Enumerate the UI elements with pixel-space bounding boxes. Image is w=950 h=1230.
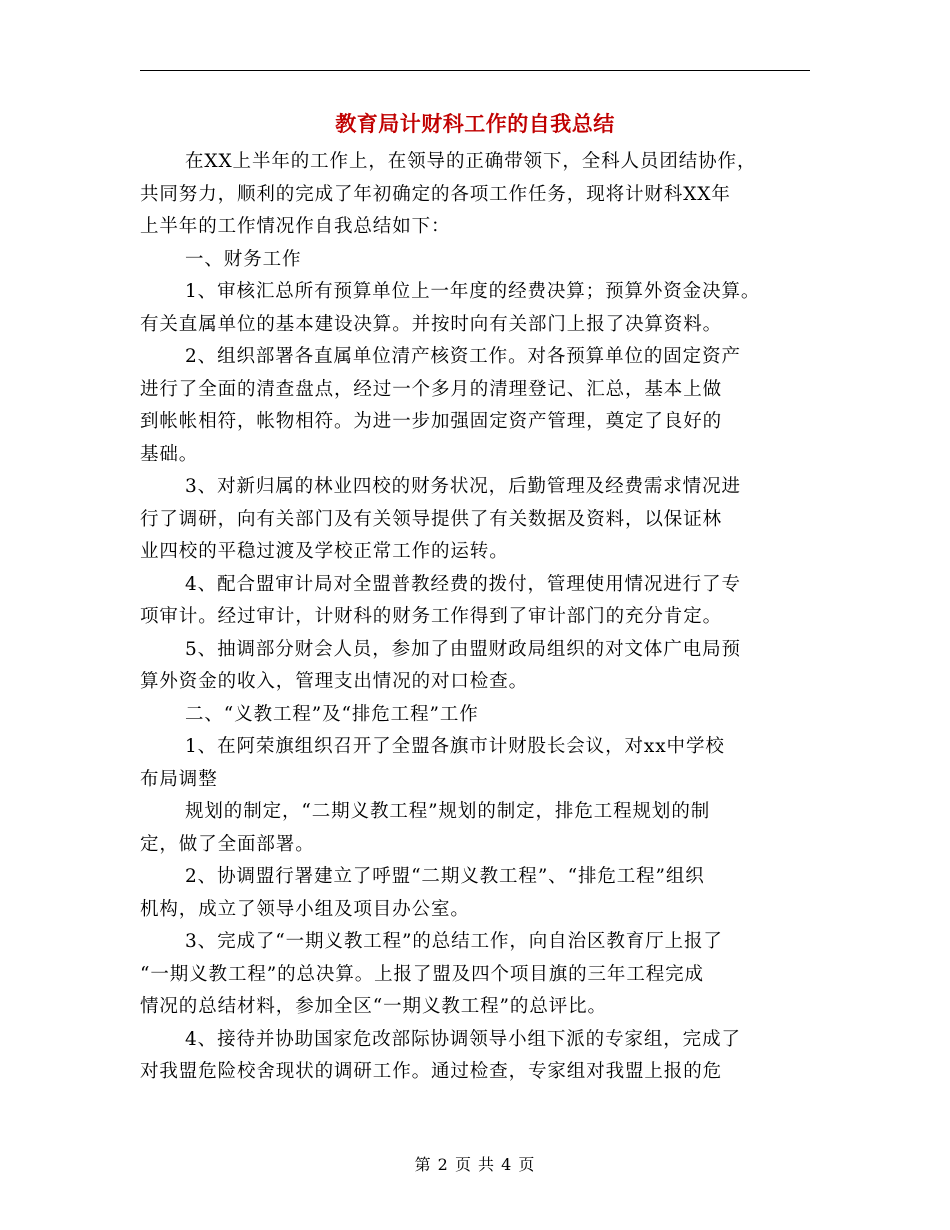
text-line: 机构，成立了领导小组及项目办公室。 <box>140 898 470 920</box>
text-line: 规划的制定，“二期义教工程”规划的制定，排危工程规划的制 <box>185 801 711 822</box>
text-line: 项审计。经过审计，计财科的财务工作得到了审计部门的充分肯定。 <box>140 606 723 627</box>
text-line: 5、抽调部分财会人员，参加了由盟财政局组织的对文体广电局预 <box>185 638 741 660</box>
text-line: 3、完成了“一期义教工程”的总结工作，向自治区教育厅上报了 <box>185 931 723 952</box>
text-line: 共同努力，顺利的完成了年初确定的各项工作任务，现将计财科XX年 <box>140 183 731 205</box>
text-line: 1、在阿荣旗组织召开了全盟各旗市计财股长会议，对xx中学校 <box>185 736 725 757</box>
text-line: 2、协调盟行署建立了呼盟“二期义教工程”、“排危工程”组织 <box>185 866 705 887</box>
text-line: 上半年的工作情况作自我总结如下： <box>140 216 451 237</box>
text-line: 情况的总结材料，参加全区“一期义教工程”的总评比。 <box>140 996 607 1017</box>
text-line: 2、组织部署各直属单位清产核资工作。对各预算单位的固定资产 <box>185 346 741 367</box>
text-line: 布局调整 <box>140 768 218 790</box>
text-line: 对我盟危险校舍现状的调研工作。通过检查，专家组对我盟上报的危 <box>140 1061 723 1082</box>
text-line: 4、接待并协助国家危改部际协调领导小组下派的专家组，完成了 <box>185 1028 741 1050</box>
document-title: 教育局计财科工作的自我总结 <box>335 112 615 136</box>
text-line: 定，做了全面部署。 <box>140 833 315 855</box>
text-line: 到帐帐相符，帐物相符。为进一步加强固定资产管理，奠定了良好的 <box>140 411 723 432</box>
document-body <box>140 146 810 1089</box>
text-line: 4、配合盟审计局对全盟普教经费的拨付，管理使用情况进行了专 <box>185 573 741 595</box>
text-line: “一期义教工程”的总决算。上报了盟及四个项目旗的三年工程完成 <box>140 963 704 985</box>
text-line: 算外资金的收入，管理支出情况的对口检查。 <box>140 671 529 692</box>
text-line: 行了调研，向有关部门及有关领导提供了有关数据及资料，以保证林 <box>140 508 723 530</box>
text-line: 二、“义教工程”及“排危工程”工作 <box>185 703 479 725</box>
text-line: 3、对新归属的林业四校的财务状况，后勤管理及经费需求情况进 <box>185 476 741 497</box>
text-line: 有关直属单位的基本建设决算。并按时向有关部门上报了决算资料。 <box>140 313 723 335</box>
text-line: 业四校的平稳过渡及学校正常工作的运转。 <box>140 541 509 562</box>
text-line: 1、审核汇总所有预算单位上一年度的经费决算；预算外资金决算。 <box>185 281 761 302</box>
header-rule <box>140 70 810 71</box>
page-footer: 第 2 页 共 4 页 <box>414 1155 536 1174</box>
text-line: 一、财务工作 <box>185 248 302 270</box>
text-line: 基础。 <box>140 443 199 465</box>
text-line: 在XX上半年的工作上，在领导的正确带领下，全科人员团结协作， <box>185 151 757 172</box>
text-line: 进行了全面的清查盘点，经过一个多月的清理登记、汇总，基本上做 <box>140 378 723 400</box>
